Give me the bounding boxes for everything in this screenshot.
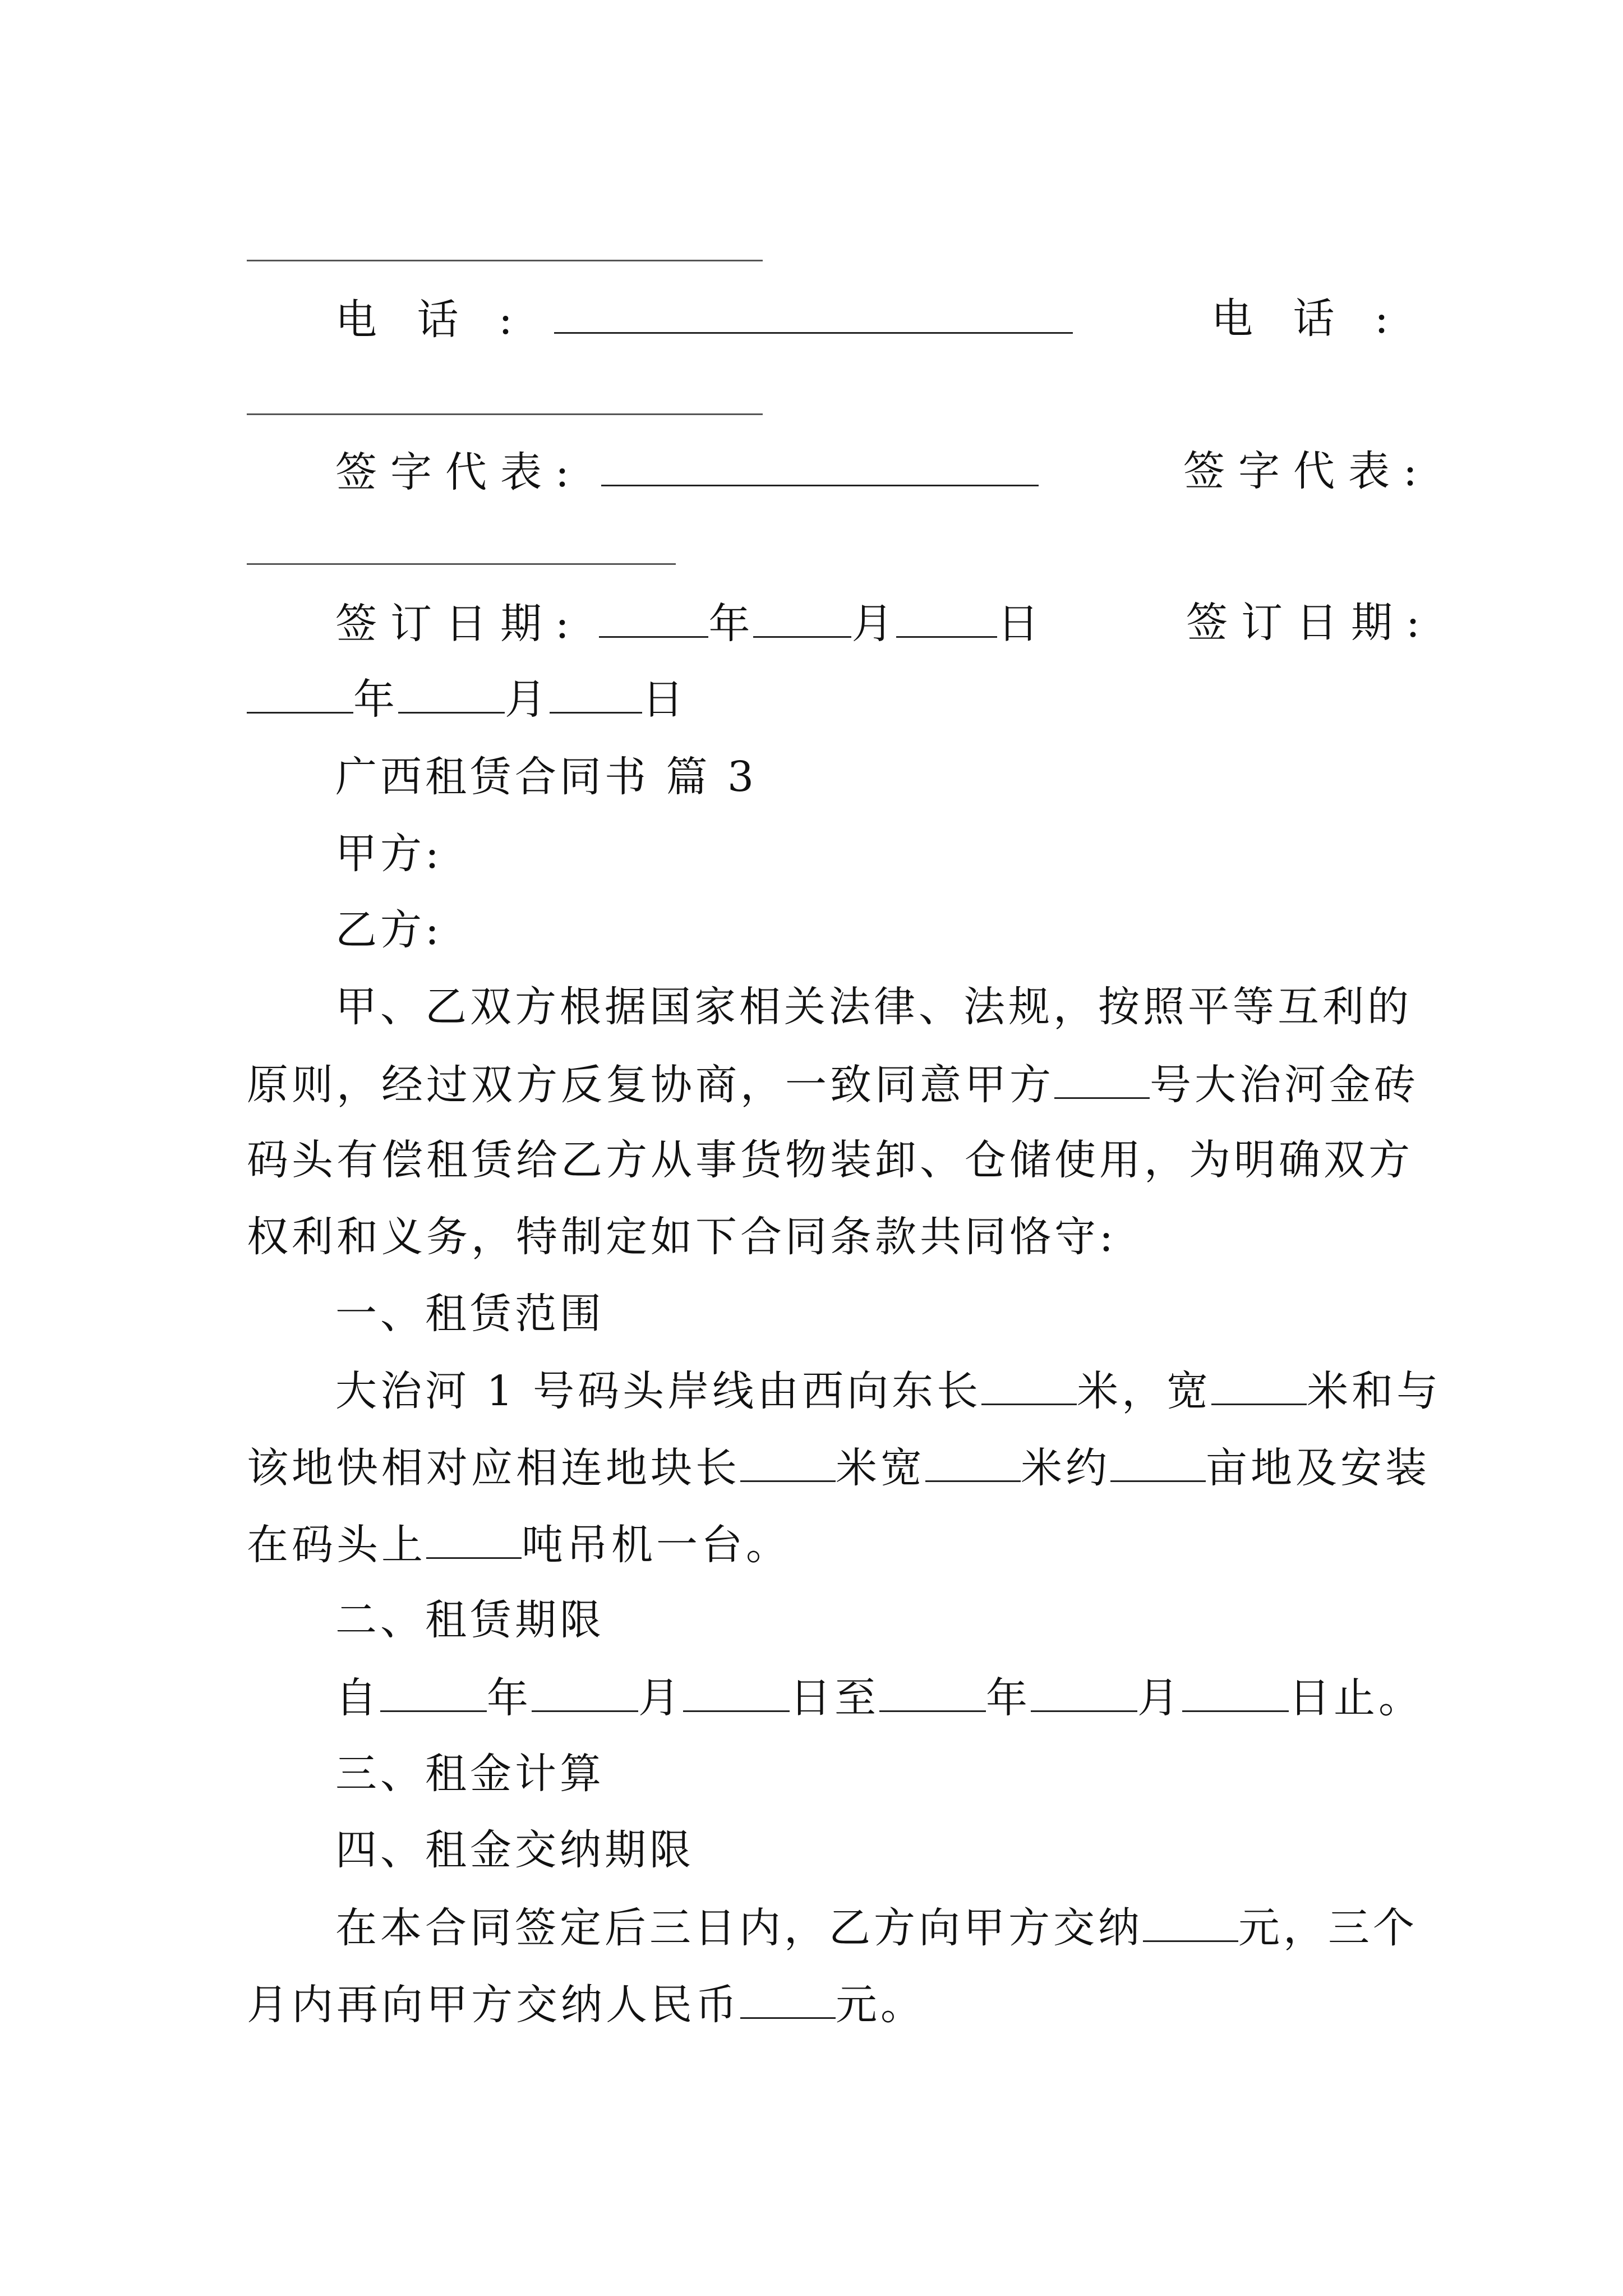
s4-text-b2: 元。: [836, 1981, 925, 2029]
party-a: 甲方:: [335, 830, 442, 878]
s2-year: 年: [487, 1674, 532, 1722]
s4-title: 四、租金交纳期限: [335, 1826, 694, 1874]
day-label-right: 日: [642, 675, 687, 724]
s1-title: 一、租赁范围: [335, 1290, 605, 1338]
year-label: 年: [708, 600, 754, 648]
s1-text-b1: 该地快相对应相连地块长: [247, 1444, 740, 1492]
s2-end: 日止。: [1289, 1674, 1423, 1722]
date-row-right: [247, 670, 1391, 726]
signature-line: [247, 260, 763, 261]
s1-text-b2: 米宽: [836, 1444, 925, 1492]
intro-line-4: 权利和义务，特制定如下合同条款共同恪守:: [247, 1213, 1117, 1261]
s1-line-2: [247, 1439, 1430, 1495]
blank: [981, 1362, 1077, 1405]
month-label-right: 月: [505, 675, 550, 724]
blank: [740, 1976, 836, 2019]
day-label: 日: [997, 600, 1043, 648]
s1-line-1: [247, 1362, 1442, 1418]
month-blank-right: [398, 670, 505, 714]
phone-line-right: [247, 413, 763, 415]
section-title: 广西租赁合同书 篇 3: [335, 753, 758, 801]
s2-day-to: 日至: [790, 1674, 879, 1722]
blank: [740, 1439, 836, 1482]
month-label: 月: [851, 600, 897, 648]
day-blank-right: [550, 670, 642, 714]
blank: [380, 1669, 487, 1712]
s1-text-a2: 米，宽: [1077, 1367, 1212, 1415]
s1-text-a1: 大治河 1 号码头岸线由西向东长: [335, 1367, 982, 1415]
s1-text-c1: 在码头上: [247, 1521, 426, 1569]
s1-text-b4: 亩地及安装: [1206, 1444, 1430, 1492]
blank: [879, 1669, 986, 1712]
s2-month: 月: [638, 1674, 683, 1722]
blank: [532, 1669, 638, 1712]
signer-blank-left: [601, 443, 1039, 486]
year-blank-right: [247, 670, 353, 714]
s2-month2: 月: [1137, 1674, 1182, 1722]
s1-text-a3: 米和与: [1307, 1367, 1442, 1415]
signer-line-right: [247, 563, 676, 565]
party-b: 乙方:: [335, 906, 442, 954]
blank: [683, 1669, 790, 1712]
blank: [1182, 1669, 1289, 1712]
intro-line-2: [247, 1056, 1419, 1112]
blank: [1143, 1899, 1238, 1942]
blank: [1054, 1056, 1150, 1099]
s1-text-c2: 吨吊机一台。: [522, 1521, 791, 1569]
phone-blank-left: [554, 291, 1073, 334]
intro-line-3: 码头有偿租赁给乙方从事货物装卸、仓储使用，为明确双方: [247, 1136, 1413, 1184]
blank: [426, 1516, 522, 1559]
blank: [925, 1439, 1021, 1482]
s2-year2: 年: [986, 1674, 1031, 1722]
s4-text-b1: 月内再向甲方交纳人民币: [247, 1981, 740, 2029]
blank: [1031, 1669, 1137, 1712]
s2-title: 二、租赁期限: [335, 1596, 605, 1644]
s4-text-a2: 元，三个: [1238, 1904, 1418, 1952]
blank: [1110, 1439, 1206, 1482]
signer-label-right: 签字代表:: [1183, 447, 1431, 495]
s2-from: 自: [335, 1674, 380, 1722]
month-blank: [753, 595, 851, 638]
year-blank: [599, 595, 708, 638]
signer-label-left: 签字代表:: [335, 448, 583, 496]
s1-line-3: [247, 1516, 1391, 1572]
phone-label-left: 电 话 :: [335, 296, 526, 344]
s4-line-2: [247, 1976, 1391, 2032]
intro-line-2a: 原则，经过双方反复协商，一致同意甲方: [247, 1061, 1054, 1109]
intro-line-1: 甲、乙双方根据国家相关法律、法规，按照平等互利的: [335, 983, 1412, 1031]
day-blank: [896, 595, 997, 638]
intro-line-2b: 号大治河金砖: [1150, 1061, 1419, 1109]
s1-text-b3: 米约: [1021, 1444, 1110, 1492]
s4-line-1: [247, 1899, 1418, 1955]
s2-line-1: [247, 1669, 1423, 1725]
s3-title: 三、租金计算: [335, 1750, 605, 1798]
phone-label-right: 电 话 :: [1211, 295, 1402, 343]
s4-text-a1: 在本合同签定后三日内，乙方向甲方交纳: [335, 1904, 1143, 1952]
date-label-right: 签订日期:: [1186, 599, 1433, 647]
year-label-right: 年: [353, 675, 398, 724]
blank: [1211, 1362, 1307, 1405]
date-label-left: 签订日期:: [335, 600, 583, 648]
